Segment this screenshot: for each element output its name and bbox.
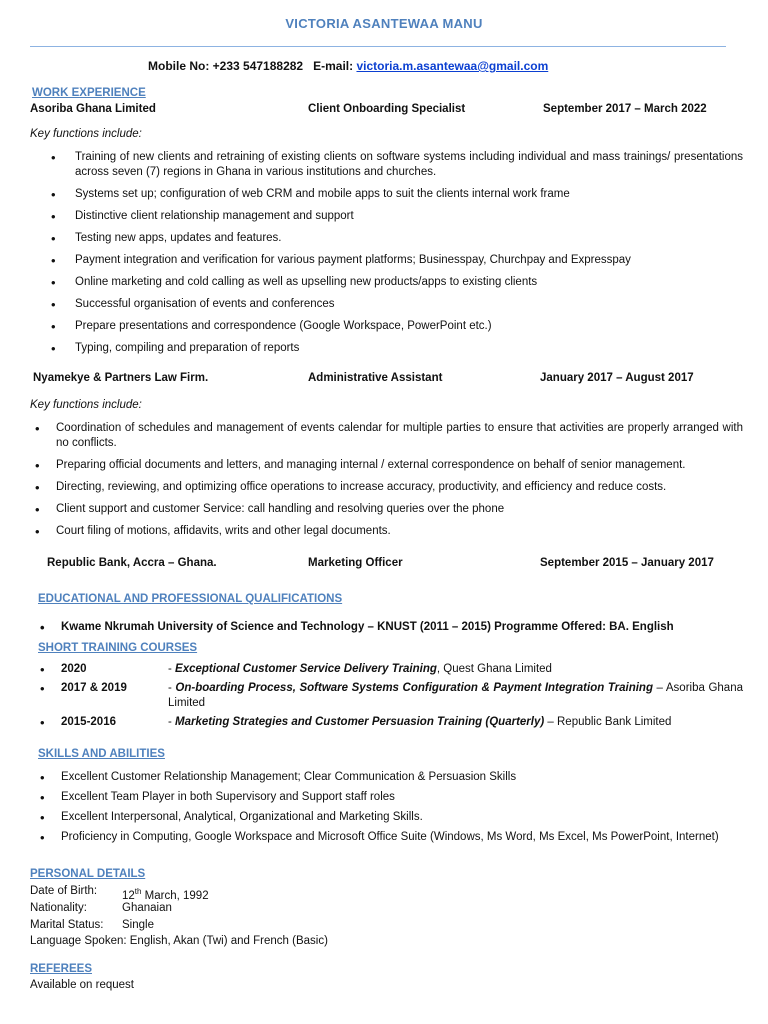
- course-provider: , Quest Ghana Limited: [436, 663, 552, 675]
- resume-name: VICTORIA ASANTEWAA MANU: [285, 16, 483, 31]
- list-item: • Directing, reviewing, and optimizing office operations to increase accuracy, productivity, and efficiency and reduce costs.: [31, 480, 743, 495]
- list-item: • Distinctive client relationship management and support: [31, 209, 743, 224]
- course-year: 2020: [61, 663, 87, 675]
- course-dash: -: [168, 663, 176, 675]
- contact-line: [148, 59, 548, 73]
- list-item: • Coordination of schedules and management of events calendar for multiple parties to ensure that activities are properly arranged with no conflicts.: [31, 421, 743, 451]
- list-item: • Typing, compiling and preparation of reports: [31, 341, 743, 356]
- language-value: English, Akan (Twi) and French (Basic): [129, 935, 328, 947]
- dob-row: [30, 884, 209, 902]
- dob-month-year: March, 1992: [141, 889, 209, 902]
- mobile-number: Mobile No: +233 547188282: [148, 59, 304, 73]
- course-year: • 2017 & 2019: [61, 682, 127, 694]
- marital-row: [30, 918, 154, 933]
- education-list: [36, 620, 756, 635]
- nationality-row: [30, 901, 172, 916]
- job-dates: September 2015 – January 2017: [540, 557, 714, 569]
- referees-text: Available on request: [30, 979, 134, 991]
- course-name: Exceptional Customer Service Delivery Training: [175, 663, 437, 675]
- job-dates: January 2017 – August 2017: [540, 372, 694, 384]
- course-description: [168, 662, 743, 677]
- work-experience-title: WORK EXPERIENCE: [32, 87, 146, 99]
- job-role: Administrative Assistant: [308, 372, 443, 384]
- job-role: Marketing Officer: [308, 557, 403, 569]
- referees-title: REFEREES: [30, 963, 92, 975]
- course-dash: -: [168, 716, 176, 728]
- course-description: [168, 715, 743, 730]
- job-dates: September 2017 – March 2022: [543, 103, 707, 115]
- email-link[interactable]: victoria.m.asantewaa@gmail.com: [356, 59, 549, 73]
- personal-details-title: PERSONAL DETAILS: [30, 868, 146, 880]
- job-duties-nyamekye: [31, 421, 743, 539]
- dob-suffix: th: [134, 887, 142, 896]
- list-item: • Excellent Interpersonal, Analytical, Organizational and Marketing Skills.: [36, 810, 743, 825]
- course-year: 2015-2016: [61, 716, 116, 728]
- course-description: [168, 681, 743, 711]
- course-provider: – Asoriba Ghana Limited: [168, 682, 743, 709]
- job-role: Client Onboarding Specialist: [308, 103, 466, 115]
- course-row: [40, 681, 743, 711]
- job-company: Republic Bank, Accra – Ghana.: [47, 557, 217, 569]
- header-divider: [30, 46, 726, 47]
- marital-label: Marital Status:: [30, 919, 104, 931]
- language-label: Language Spoken:: [30, 935, 127, 947]
- job-intro: Key functions include:: [30, 399, 142, 411]
- dob-label: Date of Birth:: [30, 885, 98, 897]
- list-item: • Payment integration and verification for various payment platforms; Businesspay, Churchpay and Expresspay: [31, 253, 743, 268]
- job-duties-asoriba: [31, 150, 743, 356]
- course-provider: – Republic Bank Limited: [544, 716, 672, 728]
- course-name: Marketing Strategies and Customer Persuasion Training (Quarterly): [175, 716, 545, 728]
- list-item: • Client support and customer Service: call handling and resolving queries over the phone: [31, 502, 743, 517]
- list-item: • Successful organisation of events and conferences: [31, 297, 743, 312]
- nationality-label: Nationality:: [30, 902, 87, 914]
- education-title: EDUCATIONAL AND PROFESSIONAL QUALIFICATIONS: [38, 593, 343, 605]
- course-dash: -: [168, 682, 176, 694]
- list-item: • Excellent Customer Relationship Management; Clear Communication & Persuasion Skills: [36, 770, 743, 785]
- job-company: Nyamekye & Partners Law Firm.: [33, 372, 209, 384]
- list-item: • Online marketing and cold calling as well as upselling new products/apps to existing clients: [31, 275, 743, 290]
- list-item: • Proficiency in Computing, Google Workspace and Microsoft Office Suite (Windows, Ms Word, Ms Excel, Ms PowerPoint, Internet): [36, 830, 743, 845]
- list-item: • Court filing of motions, affidavits, writs and other legal documents.: [31, 524, 743, 539]
- language-row: [30, 934, 328, 949]
- list-item: • Prepare presentations and correspondence (Google Workspace, PowerPoint etc.): [31, 319, 743, 334]
- list-item: • Excellent Team Player in both Supervisory and Support staff roles: [36, 790, 743, 805]
- job-intro: Key functions include:: [30, 128, 142, 140]
- skills-title: SKILLS AND ABILITIES: [38, 748, 165, 760]
- list-item: • Kwame Nkrumah University of Science and Technology – KNUST (2011 – 2015) Programme Offered: BA. English: [36, 620, 756, 635]
- marital-value: Single: [122, 919, 154, 931]
- email-label: E-mail:: [313, 59, 354, 73]
- dob-day: 12: [122, 889, 135, 902]
- list-item: • Preparing official documents and letters, and managing internal / external correspondence on behalf of senior management.: [31, 458, 743, 473]
- courses-title: SHORT TRAINING COURSES: [38, 642, 198, 654]
- job-company: Asoriba Ghana Limited: [30, 103, 156, 115]
- skills-list: [36, 770, 743, 845]
- nationality-value: Ghanaian: [122, 902, 172, 914]
- course-name: On-boarding Process, Software Systems Configuration & Payment Integration Training: [175, 682, 653, 694]
- list-item: • Training of new clients and retraining of existing clients on software systems including individual and mass trainings/ presentations across seven (7) regions in Ghana in various institutions and churches.: [31, 150, 743, 180]
- list-item: • Testing new apps, updates and features.: [31, 231, 743, 246]
- list-item: • Systems set up; configuration of web CRM and mobile apps to suit the clients internal work frame: [31, 187, 743, 202]
